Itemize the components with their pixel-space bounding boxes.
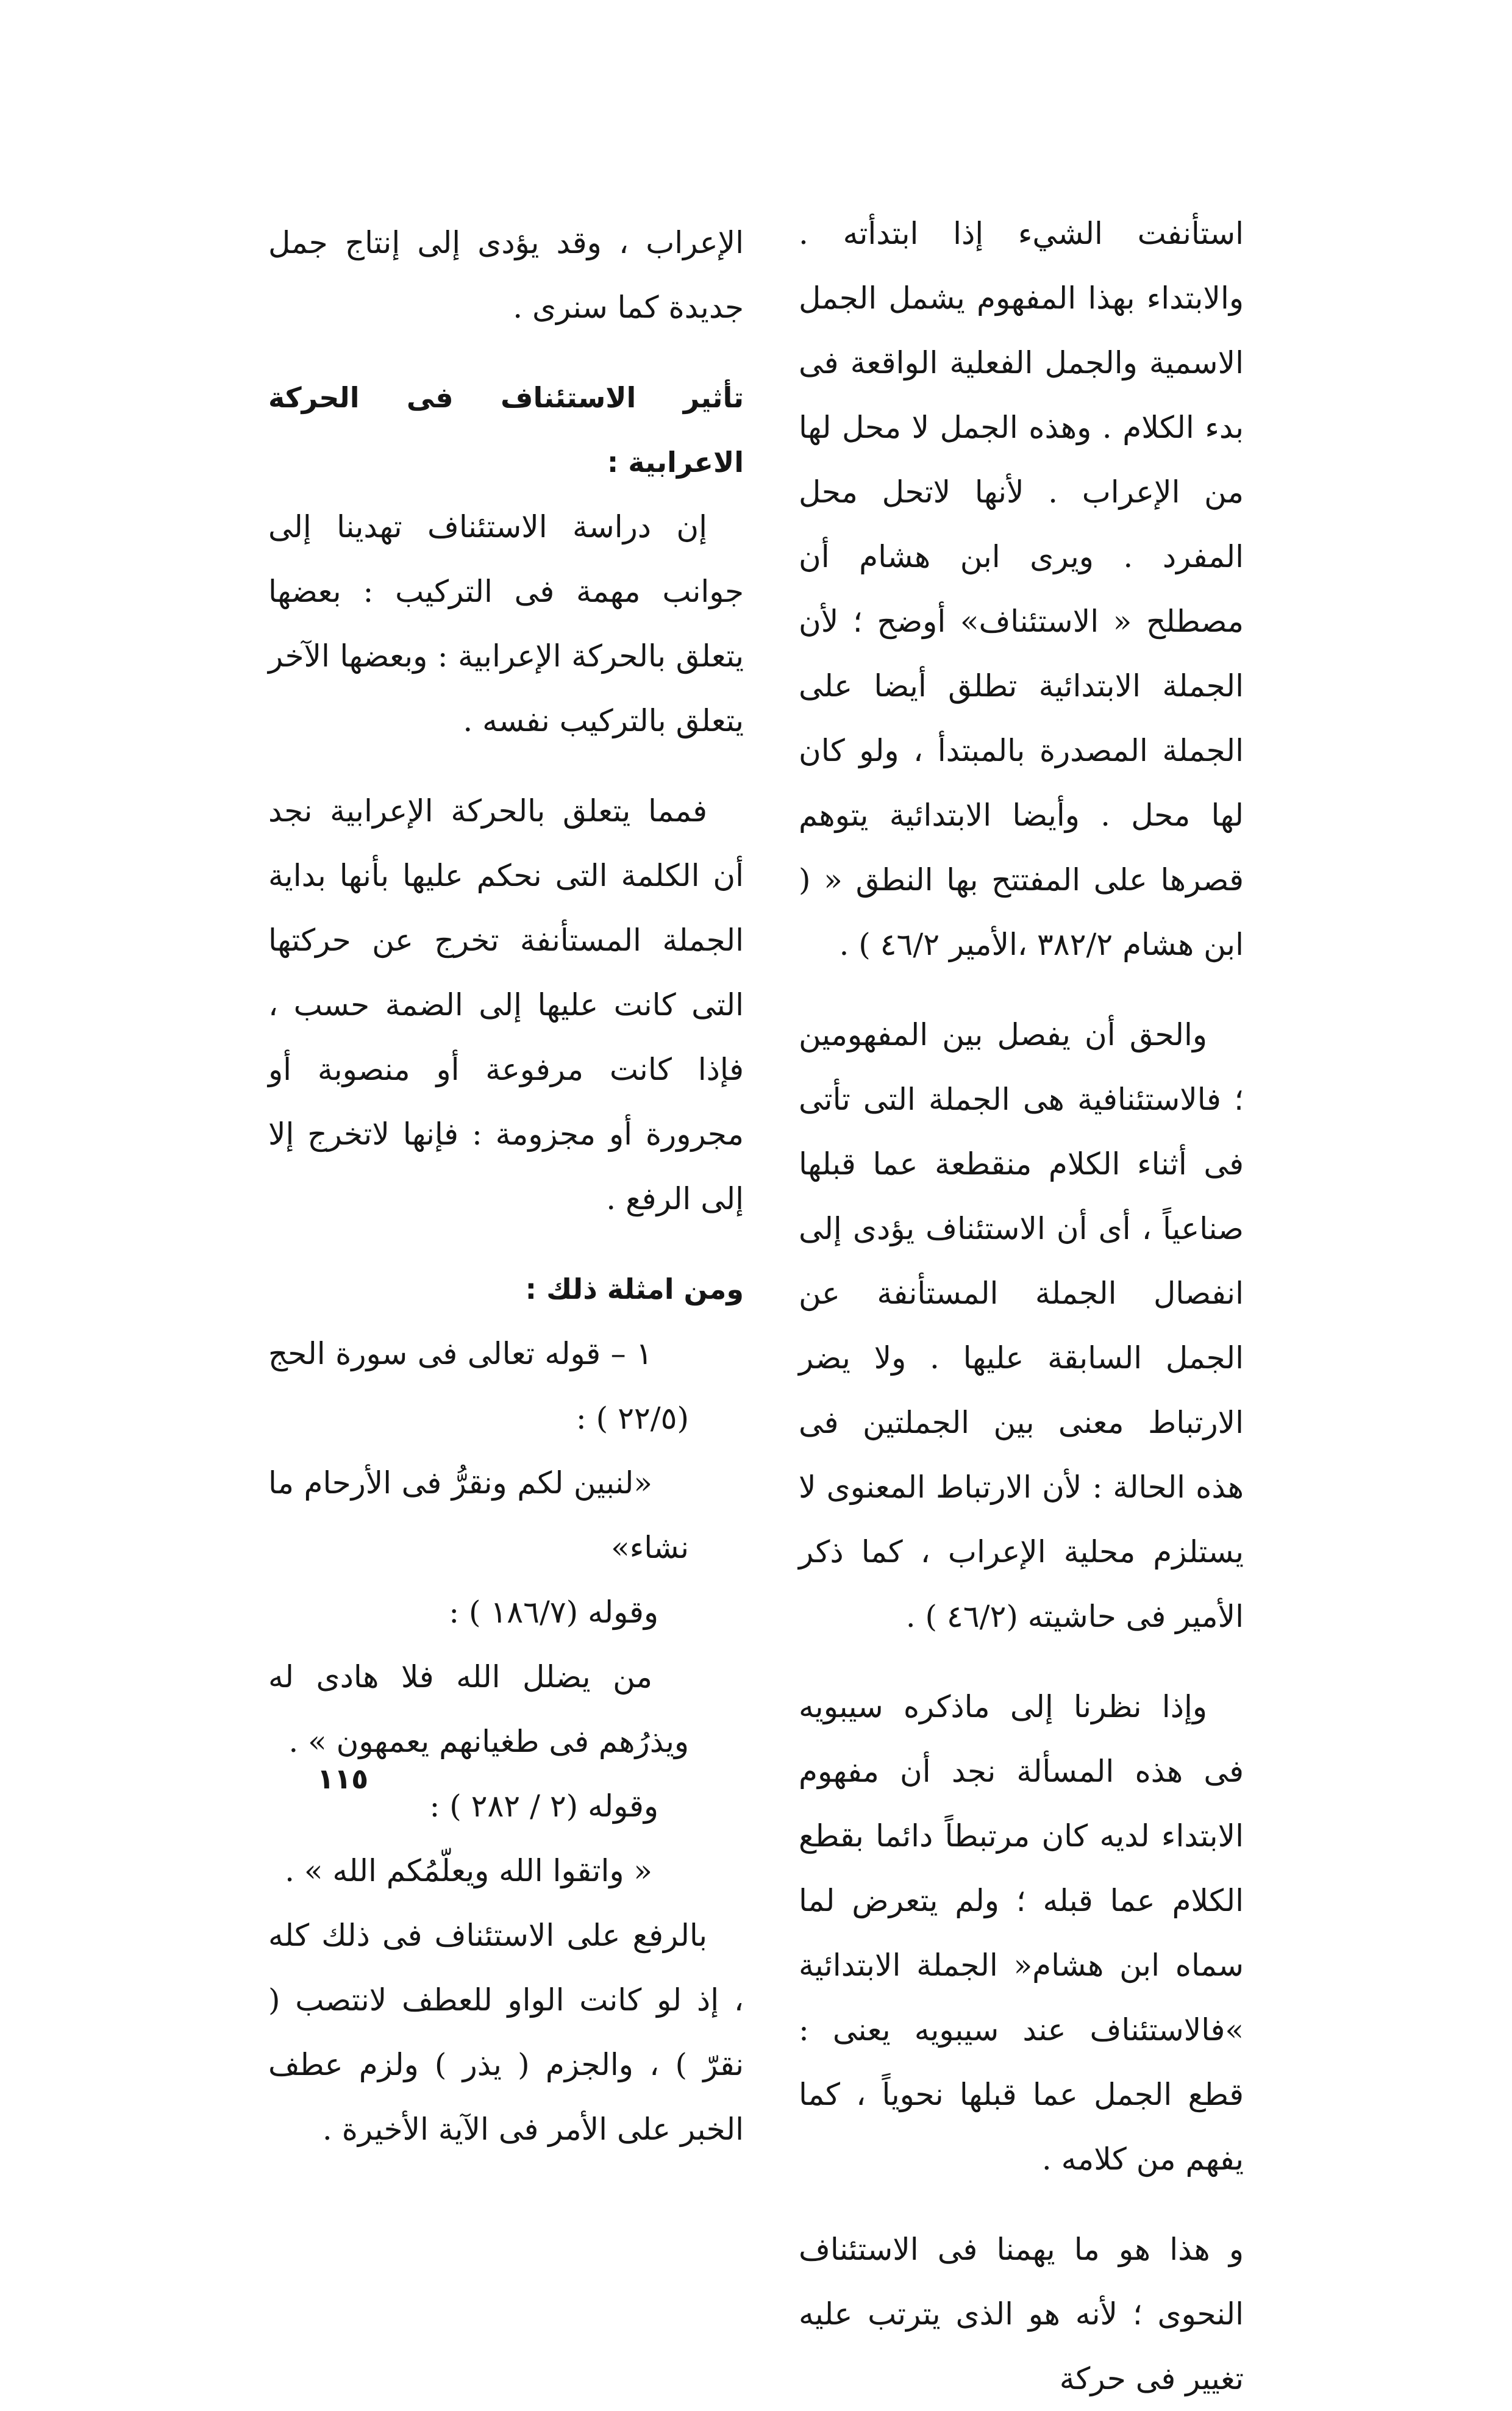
- example-intro: وقوله (٢ / ٢٨٢ ) :: [429, 1788, 658, 1824]
- example-intro: وقوله (١٨٦/٧ ) :: [449, 1595, 658, 1630]
- left-column: [268, 210, 744, 2162]
- example-verse: من يضلل الله فلا هادى له ويذرُهم فى طغيانهم يعمهون » .: [268, 1659, 689, 1759]
- paragraph: فمما يتعلق بالحركة الإعرابية نجد أن الكلمة التى نحكم عليها بأنها بداية الجملة المستأنفة تخرج عن حركتها التى كانت عليها إلى الضمة حسب ، فإذا كانت مرفوعة أو منصوبة أو مجرورة أو مجزومة : فإنها لاتخرج إلا إلى الرفع .: [268, 793, 744, 1216]
- examples-heading: ومن امثلة ذلك :: [525, 1273, 744, 1306]
- paragraph: إن دراسة الاستئناف تهدينا إلى جوانب مهمة فى التركيب : بعضها يتعلق بالحركة الإعرابية : وبعضها الآخر يتعلق بالتركيب نفسه .: [268, 509, 744, 738]
- section-heading: تأثير الاستئناف فى الحركة الاعرابية :: [268, 381, 744, 479]
- paragraph: و هذا هو ما يهمنا فى الاستئناف النحوى ؛ لأنه هو الذى يترتب عليه تغيير فى حركة: [799, 2232, 1244, 2396]
- example-verse: « واتقوا الله ويعلّمُكم الله » .: [285, 1853, 652, 1888]
- paragraph: وإذا نظرنا إلى ماذكره سيبويه فى هذه المسألة نجد أن مفهوم الابتداء لديه كان مرتبطاً دائما بقطع الكلام عما قبله ؛ ولم يتعرض لما سماه ابن هشام« الجملة الابتدائية »فالاستئناف عند سيبويه يعنى : قطع الجمل عما قبلها نحوياً ، كما يفهم من كلامه .: [799, 1689, 1244, 2177]
- right-column: [799, 201, 1244, 2411]
- example-verse: «لنبين لكم ونقرُّ فى الأرحام ما نشاء»: [268, 1465, 689, 1565]
- paragraph: الإعراب ، وقد يؤدى إلى إنتاج جمل جديدة كما سنرى .: [268, 225, 744, 325]
- paragraph: والحق أن يفصل بين المفهومين ؛ فالاستئنافية هى الجملة التى تأتى فى أثناء الكلام منقطعة عما قبلها صناعياً ، أى أن الاستئناف يؤدى إلى انفصال الجملة المستأنفة عن الجمل السابقة عليها . ولا يضر الارتباط معنى بين الجملتين فى هذه الحالة : لأن الارتباط المعنوى لا يستلزم محلية الإعراب ، كما ذكر الأمير فى حاشيته (٤٦/٢ ) .: [799, 1017, 1244, 1634]
- page-number: ١١٥: [317, 1762, 369, 1795]
- example-intro: ١ – قوله تعالى فى سورة الحج (٢٢/٥ ) :: [268, 1336, 689, 1436]
- paragraph: استأنفت الشيء إذا ابتدأته . والابتداء بهذا المفهوم يشمل الجمل الاسمية والجمل الفعلية الواقعة فى بدء الكلام . وهذه الجمل لا محل لها من الإعراب . لأنها لاتحل محل المفرد . ويرى ابن هشام أن مصطلح « الاستئناف» أوضح ؛ لأن الجملة الابتدائية تطلق أيضا على الجملة المصدرة بالمبتدأ ، ولو كان لها محل . وأيضا الابتدائية يتوهم قصرها على المفتتح بها النطق « ( ابن هشام ٣٨٢/٢ ،الأمير ٤٦/٢ ) .: [799, 216, 1244, 962]
- paragraph: بالرفع على الاستئناف فى ذلك كله ، إذ لو كانت الواو للعطف لانتصب ( نقرّ ) ، والجزم ( يذر ) ولزم عطف الخبر على الأمر فى الآية الأخيرة .: [268, 1918, 744, 2147]
